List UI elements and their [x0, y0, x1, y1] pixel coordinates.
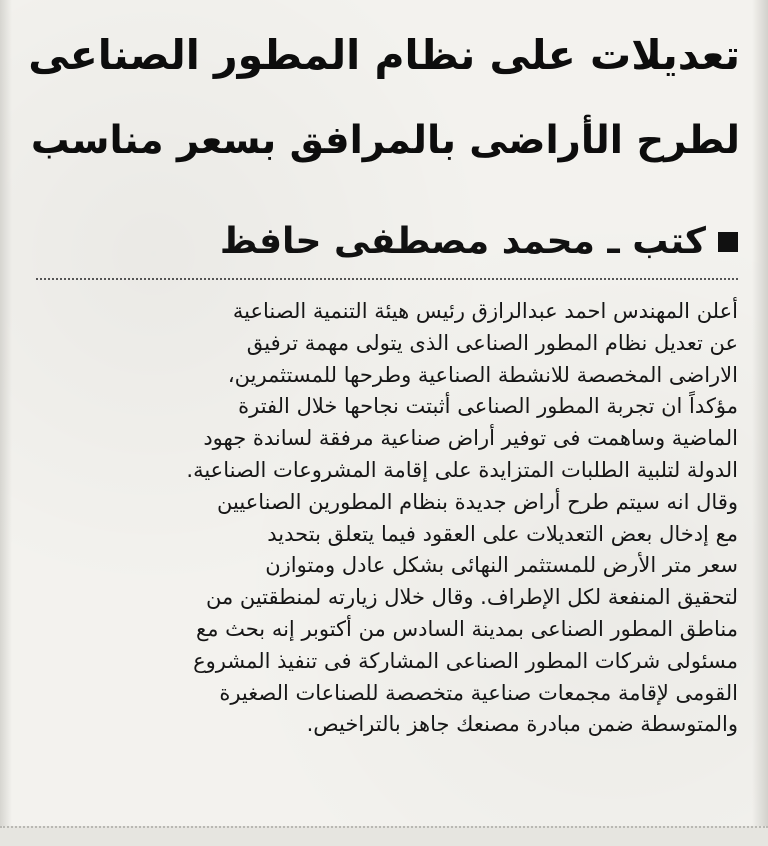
article-byline — [220, 218, 738, 266]
body-line: عن تعديل نظام المطور الصناعى الذى يتولى مهمة ترفيق — [246, 330, 738, 355]
byline-text: كتب ـ محمد مصطفى حافظ — [219, 221, 706, 262]
article-headline — [25, 12, 740, 184]
body-line: القومى لإقامة مجمعات صناعية متخصصة للصناعات الصغيرة — [219, 680, 738, 705]
body-line: مؤكداً ان تجربة المطور الصناعى أثبتت نجاحها خلال الفترة — [238, 394, 738, 419]
article-body — [22, 296, 738, 741]
dotted-divider — [36, 278, 738, 280]
body-line: لتحقيق المنفعة لكل الإطراف. وقال خلال زيارته لمنطقتين من — [205, 585, 738, 610]
byline-square-icon — [718, 232, 738, 252]
body-line: مناطق المطور الصناعى بمدينة السادس من أكتوبر إنه بحث مع — [196, 616, 738, 641]
headline-line-2: لطرح الأراضى بالمرافق بسعر مناسب — [30, 118, 740, 163]
body-line: الماضية وساهمت فى توفير أراض صناعية مرفقة لساندة جهود — [203, 426, 738, 451]
scan-edge-right — [752, 0, 768, 846]
body-line: مع إدخال بعض التعديلات على العقود فيما يتعلق بتحديد — [267, 521, 738, 546]
body-line: مسئولى شركات المطور الصناعى المشاركة فى تنفيذ المشروع — [193, 648, 738, 673]
body-line: سعر متر الأرض للمستثمر النهائى بشكل عادل ومتوازن — [265, 553, 738, 578]
headline-line-1: تعديلات على نظام المطور الصناعى — [28, 31, 740, 79]
body-line: الاراضى المخصصة للانشطة الصناعية وطرحها للمستثمرين، — [227, 362, 738, 387]
scan-edge-bottom — [0, 826, 768, 846]
body-line: أعلن المهندس احمد عبدالرازق رئيس هيئة التنمية الصناعية — [232, 299, 738, 323]
body-line: وقال انه سيتم طرح أراض جديدة بنظام المطورين الصناعيين — [217, 489, 738, 514]
body-line: الدولة لتلبية الطلبات المتزايدة على إقامة المشروعات الصناعية. — [186, 457, 738, 482]
body-line: والمتوسطة ضمن مبادرة مصنعك جاهز بالتراخيص. — [306, 712, 738, 737]
scan-edge-left — [0, 0, 12, 846]
